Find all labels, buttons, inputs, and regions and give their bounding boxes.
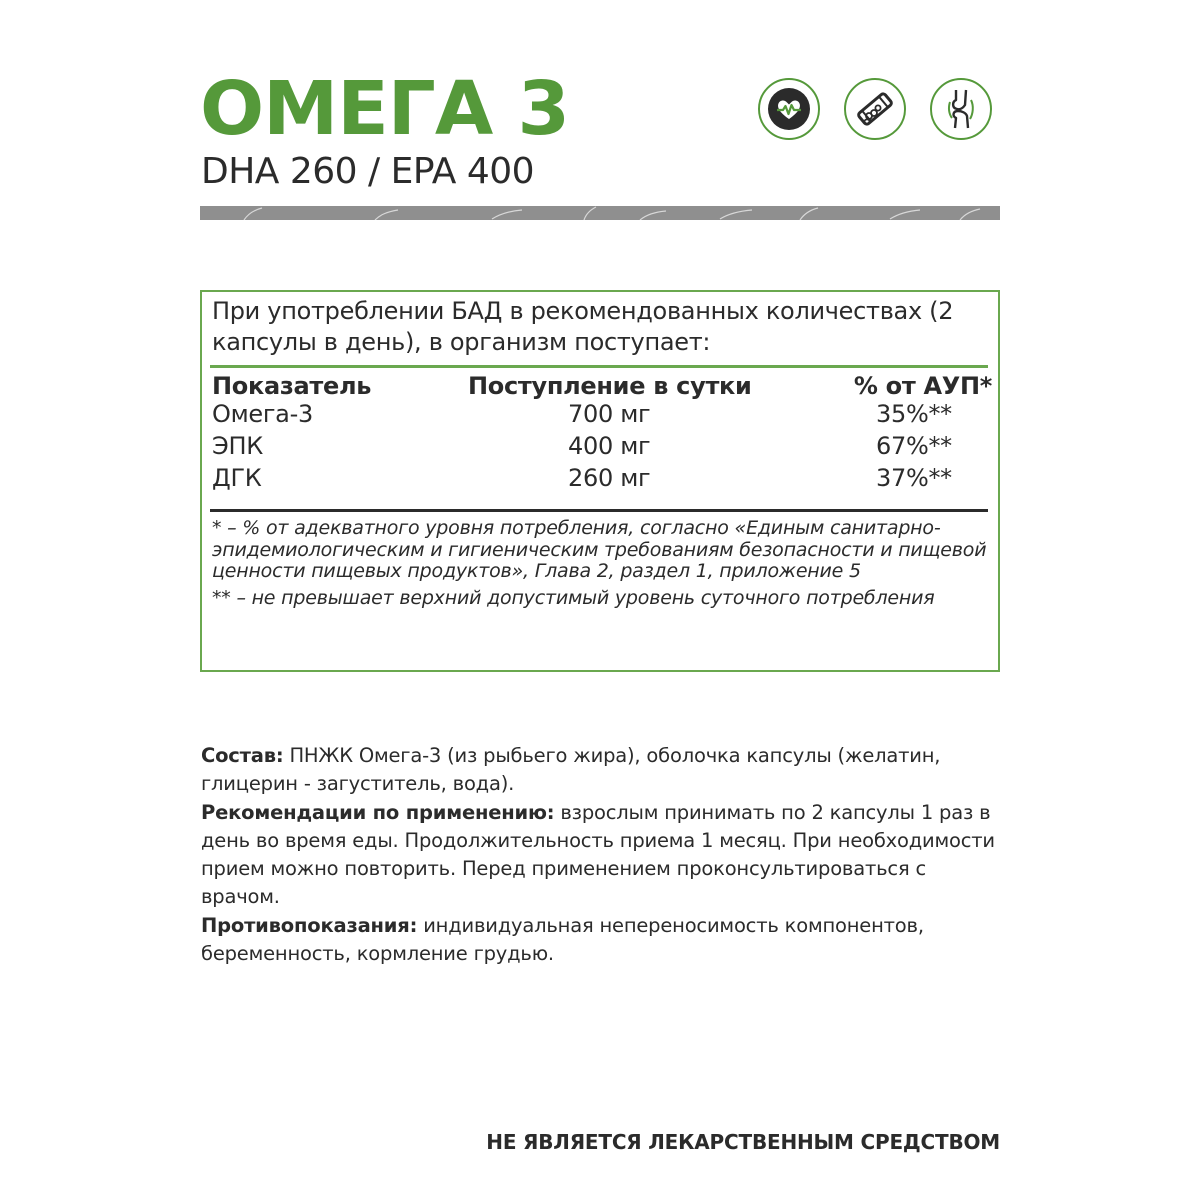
column-daily-intake: Поступление в сутки — [468, 372, 752, 400]
usage-label: Рекомендации по применению: — [201, 800, 555, 824]
footnote-adequate-level: * – % от адекватного уровня потребления, согласно «Единым санитарно-эпидемиологическим и гигиеническим требованиям безопасности и пищевой ценности пищевых продуктов», Глава 2, раздел 1, приложение 5 — [212, 517, 987, 582]
joint-icon — [930, 78, 992, 140]
product-title: ОМЕГА 3 — [200, 66, 570, 152]
column-percent: % от АУП* — [853, 372, 992, 400]
nutrition-intro: При употреблении БАД в рекомендованных количествах (2 капсулы в день), в организм поступает: — [212, 297, 954, 356]
row-amount: 260 мг — [568, 464, 651, 492]
table-row — [212, 430, 992, 462]
usage-text: взрослым принимать по 2 капсулы 1 раз в день во время еды. Продолжительность приема 1 месяц. При необходимости прием можно повторить. Перед применением проконсультироваться с врачом. — [201, 800, 995, 909]
row-percent: 37%** — [876, 464, 952, 492]
product-description — [201, 742, 1001, 968]
footnotes — [212, 518, 992, 614]
decorative-stripe — [200, 206, 1000, 220]
heart-pulse-icon — [758, 78, 820, 140]
column-indicator: Показатель — [212, 372, 372, 400]
benefit-icons — [758, 78, 992, 140]
composition-paragraph — [201, 742, 1001, 799]
composition-text: ПНЖК Омега-3 (из рыбьего жира), оболочка капсулы (желатин, глицерин - загуститель, вода). — [201, 744, 941, 796]
product-subtitle: DHA 260 / EPA 400 — [201, 151, 535, 192]
row-amount: 700 мг — [568, 400, 651, 428]
not-a-medicine-disclaimer: НЕ ЯВЛЯЕТСЯ ЛЕКАРСТВЕННЫМ СРЕДСТВОМ — [486, 1130, 1000, 1154]
composition-label: Состав: — [201, 744, 284, 767]
table-top-divider — [210, 365, 988, 368]
table-bottom-divider — [210, 509, 988, 512]
blood-vessel-icon — [844, 78, 906, 140]
row-name: ДГК — [212, 464, 262, 492]
row-name: Омега-3 — [212, 400, 313, 428]
row-name: ЭПК — [212, 432, 263, 460]
contraindications-paragraph — [201, 912, 1001, 969]
row-percent: 35%** — [876, 400, 952, 428]
table-row — [212, 398, 992, 430]
nutrition-box — [200, 290, 1000, 672]
contraindications-label: Противопоказания: — [201, 913, 418, 937]
contraindications-text: индивидуальная непереносимость компонентов, беременность, кормление грудью. — [201, 913, 924, 966]
table-row — [212, 462, 992, 494]
usage-paragraph — [201, 799, 1001, 912]
row-percent: 67%** — [876, 432, 952, 460]
footnote-upper-limit: ** – не превышает верхний допустимый уровень суточного потребления — [212, 586, 935, 609]
row-amount: 400 мг — [568, 432, 651, 460]
